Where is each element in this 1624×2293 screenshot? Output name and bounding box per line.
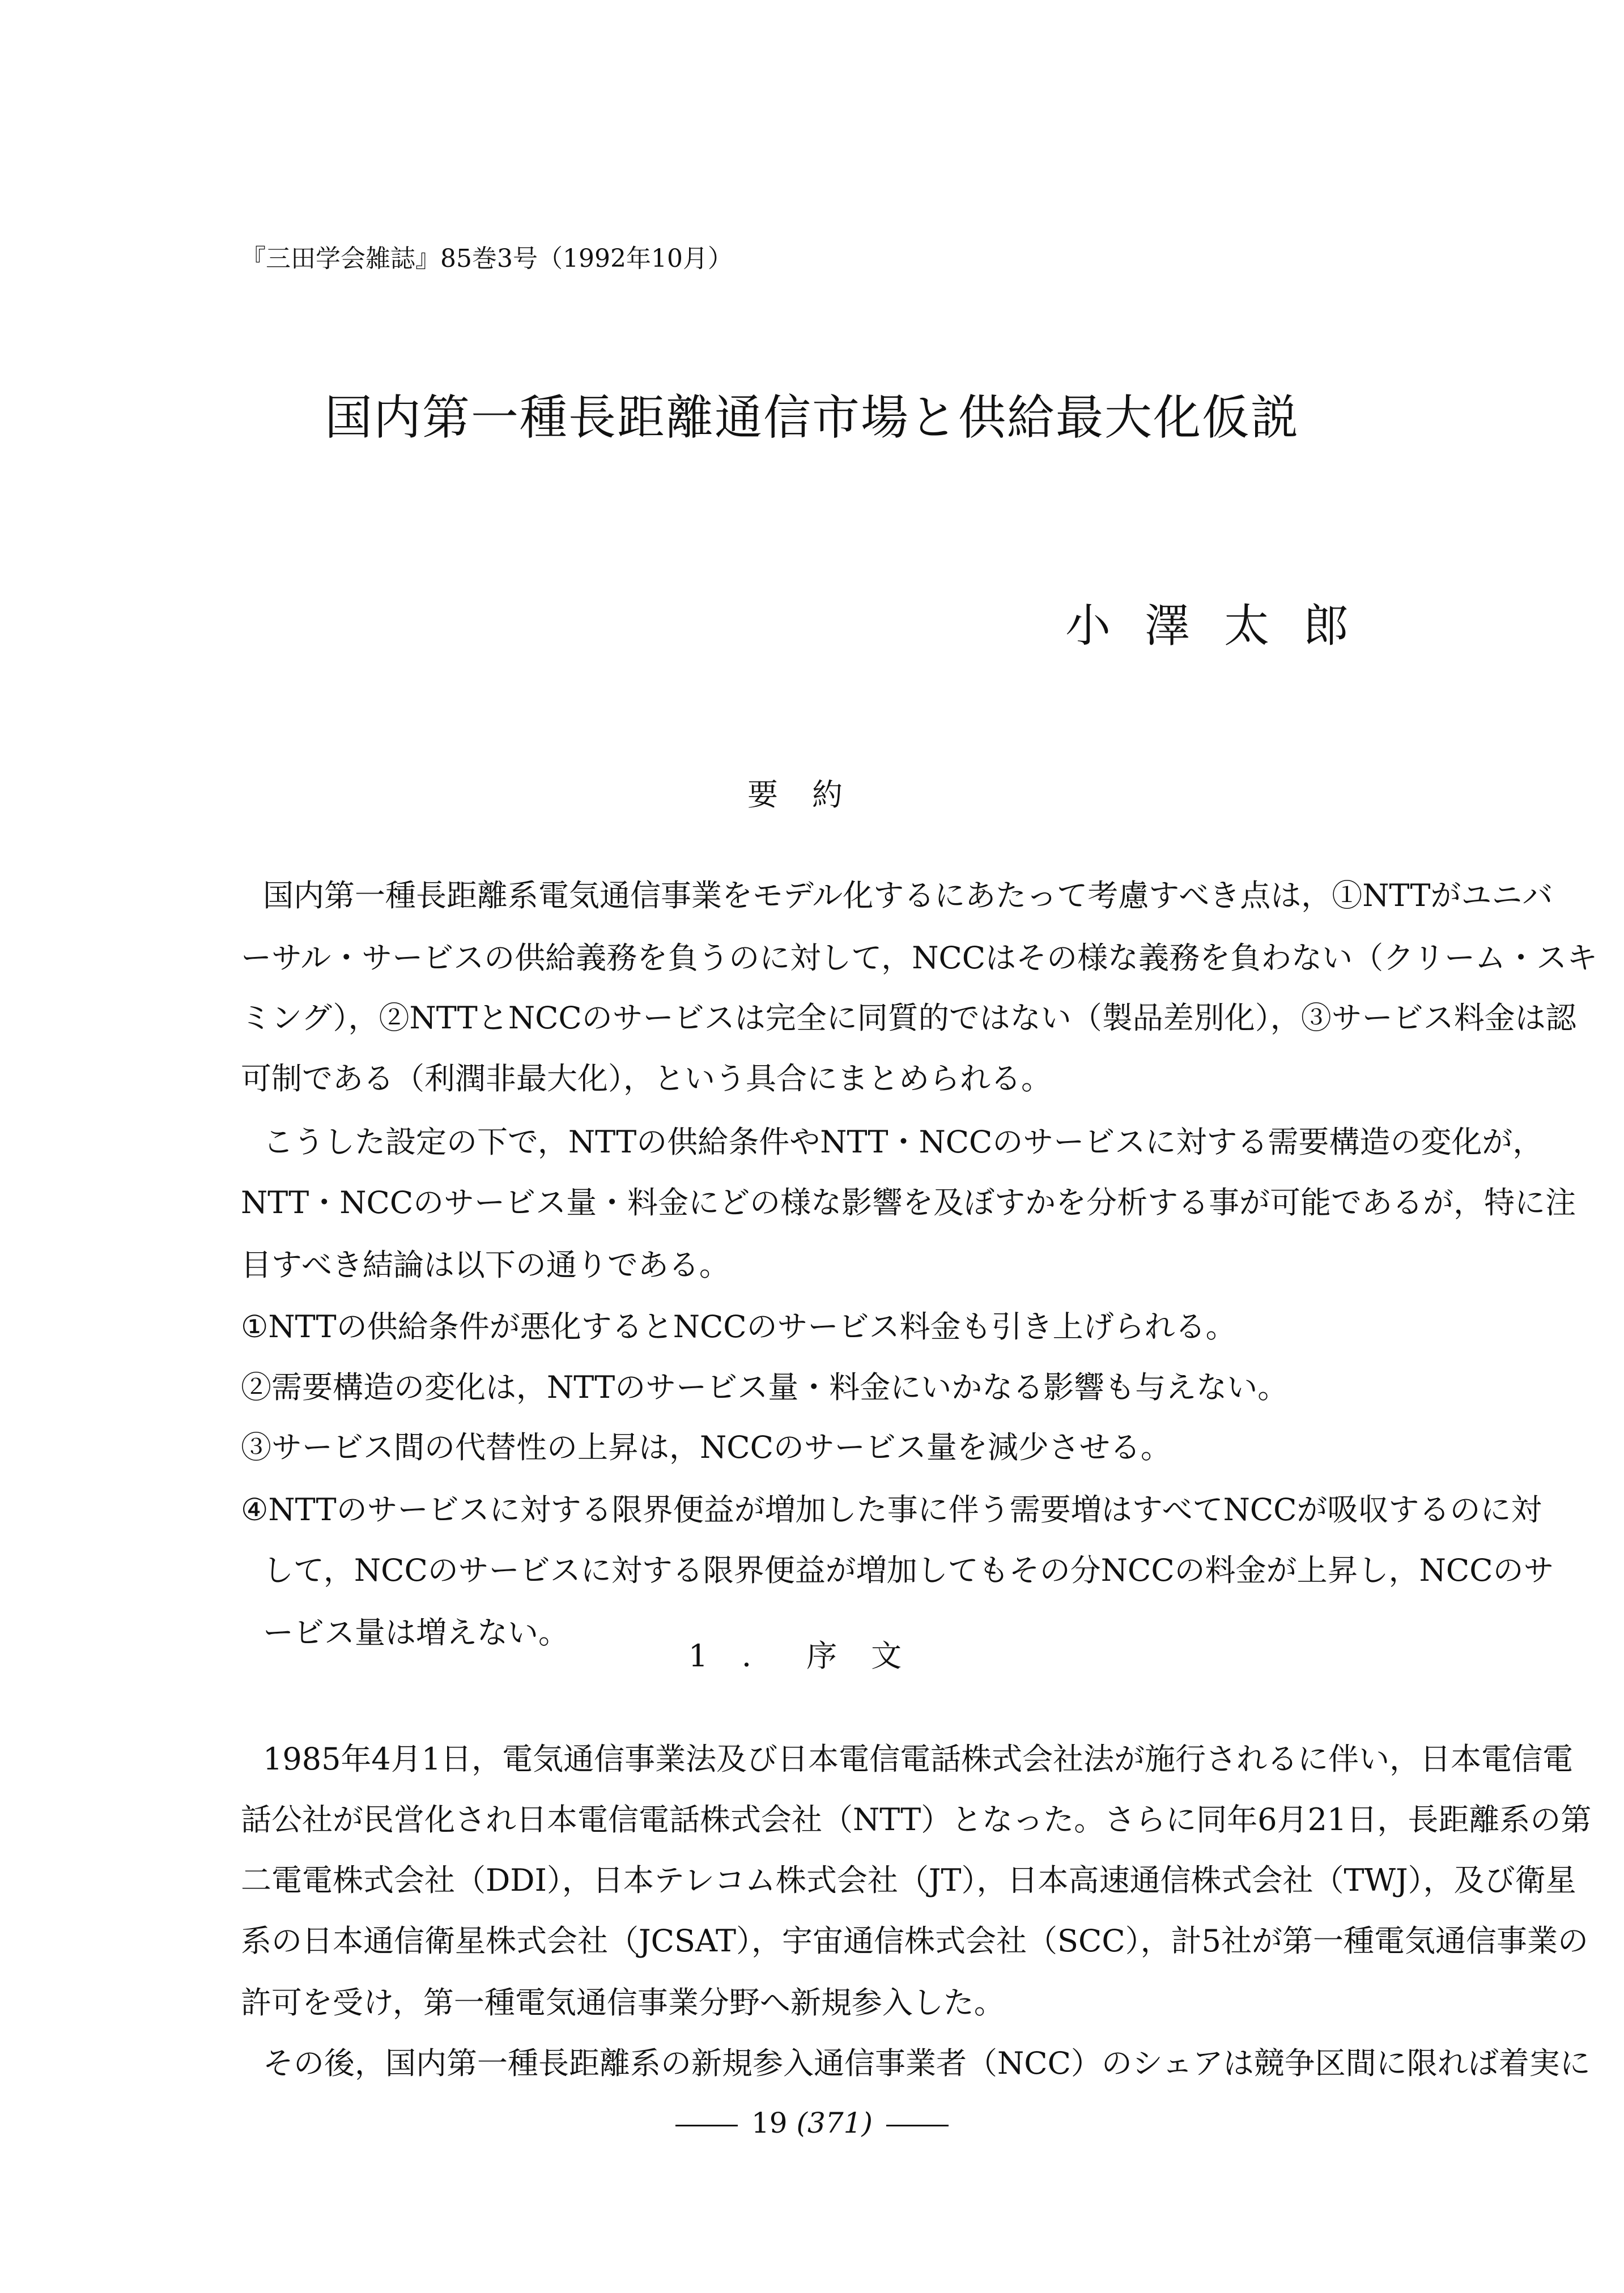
conclusion-item-3: ③サービス間の代替性の上昇は，NCCのサービス量を減少させる。 — [241, 1430, 1171, 1465]
page-number-value: 19 — [751, 2107, 788, 2139]
body-line: 二電電株式会社（DDI），日本テレコム株式会社（JT），日本高速通信株式会社（TWJ），及び衛星 — [241, 1862, 1576, 1898]
conclusion-item-4: ④NTTのサービスに対する限界便益が増加した事に伴う需要増はすべてNCCが吸収するのに対 — [241, 1492, 1542, 1528]
body-line: 系の日本通信衛星株式会社（JCSAT），宇宙通信株式会社（SCC），計5社が第一種電気通信事業の — [241, 1923, 1589, 1959]
author-name: 小澤太郎 — [1065, 599, 1383, 652]
abstract-line: 目すべき結論は以下の通りである。 — [241, 1247, 730, 1283]
body-line: 許可を受け，第一種電気通信事業分野へ新規参入した。 — [241, 1985, 1005, 2020]
abstract-line: ミング），②NTTとNCCのサービスは完全に同質的ではない（製品差別化），③サービス料金は認 — [241, 1000, 1576, 1036]
abstract-line: NTT・NCCのサービス量・料金にどの様な影響を及ぼすかを分析する事が可能であるが，特に注 — [241, 1185, 1576, 1220]
total-page-number: (371) — [796, 2107, 873, 2139]
body-line: 1985年4月1日，電気通信事業法及び日本電信電話株式会社法が施行されるに伴い，日本電信電 — [263, 1741, 1574, 1777]
footer-dash-left — [675, 2125, 738, 2126]
conclusion-item-2: ②需要構造の変化は，NTTのサービス量・料金にいかなる影響も与えない。 — [241, 1369, 1289, 1405]
abstract-line: 可制である（利潤非最大化），という具合にまとめられる。 — [241, 1061, 1052, 1096]
conclusion-item-4-cont: して，NCCのサービスに対する限界便益が増加してもその分NCCの料金が上昇し，NCCのサ — [263, 1552, 1554, 1588]
conclusion-item-1: ①NTTの供給条件が悪化するとNCCのサービス料金も引き上げられる。 — [241, 1309, 1236, 1345]
abstract-line: 国内第一種長距離系電気通信事業をモデル化するにあたって考慮すべき点は，①NTTがユニバ — [263, 878, 1553, 913]
page-number — [0, 2107, 1624, 2139]
conclusion-item-4-cont: ービス量は増えない。 — [263, 1615, 569, 1650]
paper-title: 国内第一種長距離通信市場と供給最大化仮説 — [324, 390, 1299, 445]
body-line: 話公社が民営化され日本電信電話株式会社（NTT）となった。さらに同年6月21日，長距離系の第 — [241, 1802, 1592, 1837]
footer-dash-right — [886, 2125, 949, 2126]
section-heading: 1．序文 — [688, 1638, 936, 1674]
body-line: その後，国内第一種長距離系の新規参入通信事業者（NCC）のシェアは競争区間に限れば着実に — [263, 2045, 1591, 2081]
abstract-line: こうした設定の下で，NTTの供給条件やNTT・NCCのサービスに対する需要構造の変化が， — [263, 1124, 1544, 1160]
abstract-heading: 要約 — [747, 777, 877, 812]
journal-header: 『三田学会雑誌』85巻3号（1992年10月） — [241, 244, 733, 273]
abstract-line: ーサル・サービスの供給義務を負うのに対して，NCCはその様な義務を負わない（クリーム・スキ — [241, 940, 1598, 976]
